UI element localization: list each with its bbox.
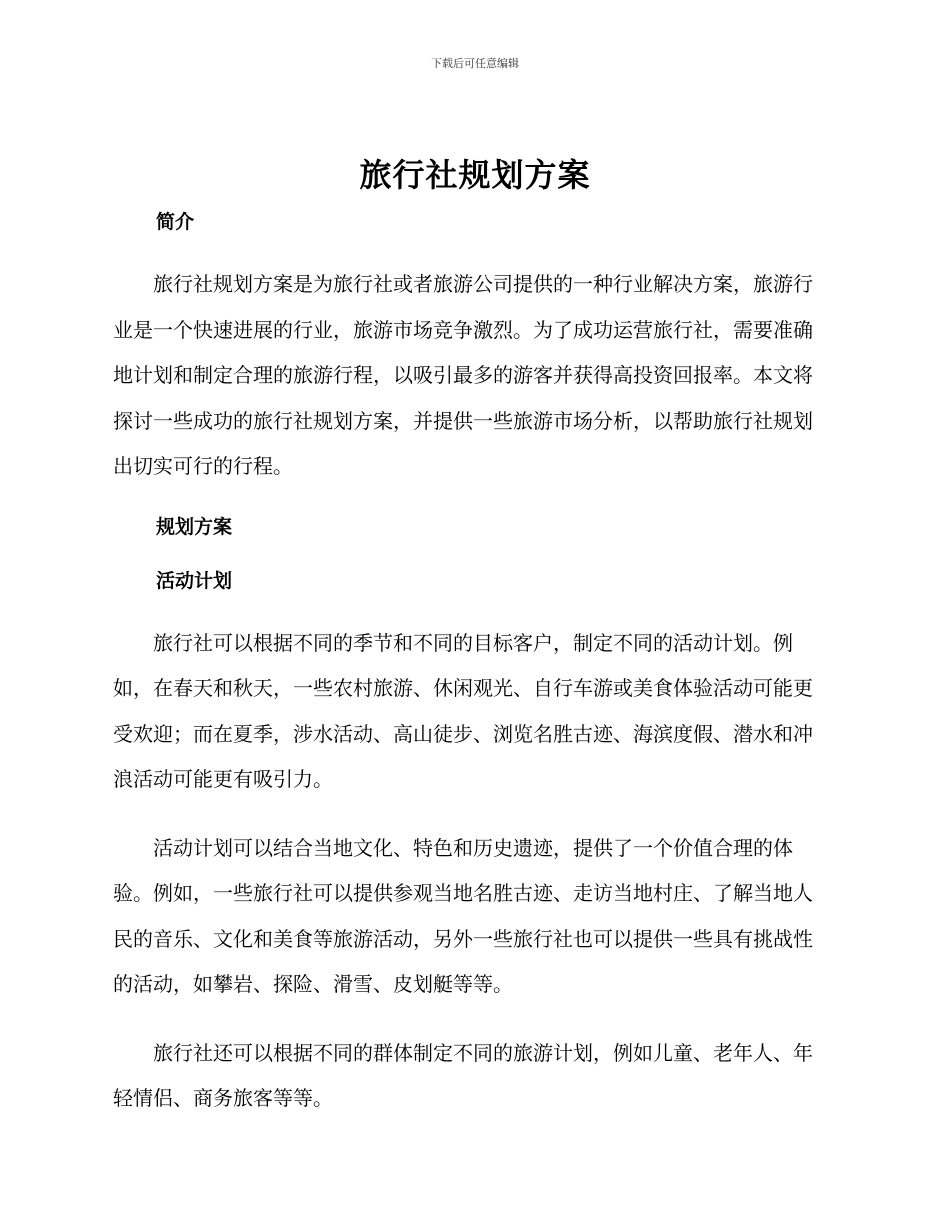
section-heading-plan: 规划方案 (156, 515, 233, 538)
paragraph-activity-culture: 活动计划可以结合当地文化、特色和历史遗迹，提供了一个价值合理的体验。例如，一些旅行社可以提供参观当地名胜古迹、走访当地村庄、了解当地人民的音乐、文化和美食等旅游活动，另外一些旅行社也可以提供一些具有挑战性的活动，如攀岩、探险、滑雪、皮划艇等等。 (113, 835, 813, 996)
section-heading-activity: 活动计划 (156, 569, 233, 592)
section-heading-intro: 简介 (156, 211, 195, 233)
paragraph-intro: 旅行社规划方案是为旅行社或者旅游公司提供的一种行业解决方案，旅游行业是一个快速进展的行业，旅游市场竞争激烈。为了成功运营旅行社，需要准确地计划和制定合理的旅游行程，以吸引最多的游客并获得高投资回报率。本文将探讨一些成功的旅行社规划方案，并提供一些旅游市场分析，以帮助旅行社规划出切实可行的行程。 (113, 272, 813, 478)
paragraph-activity-seasons: 旅行社可以根据不同的季节和不同的目标客户，制定不同的活动计划。例如，在春天和秋天，一些农村旅游、休闲观光、自行车游或美食体验活动可能更受欢迎；而在夏季，涉水活动、高山徒步、浏览名胜古迹、海滨度假、潜水和冲浪活动可能更有吸引力。 (113, 630, 813, 791)
document-title: 旅行社规划方案 (359, 156, 591, 194)
page-header-note: 下载后可任意编辑 (431, 57, 519, 70)
paragraph-activity-groups: 旅行社还可以根据不同的群体制定不同的旅游计划，例如儿童、老年人、年轻情侣、商务旅客等等。 (113, 1040, 813, 1110)
document-body (113, 205, 831, 1122)
